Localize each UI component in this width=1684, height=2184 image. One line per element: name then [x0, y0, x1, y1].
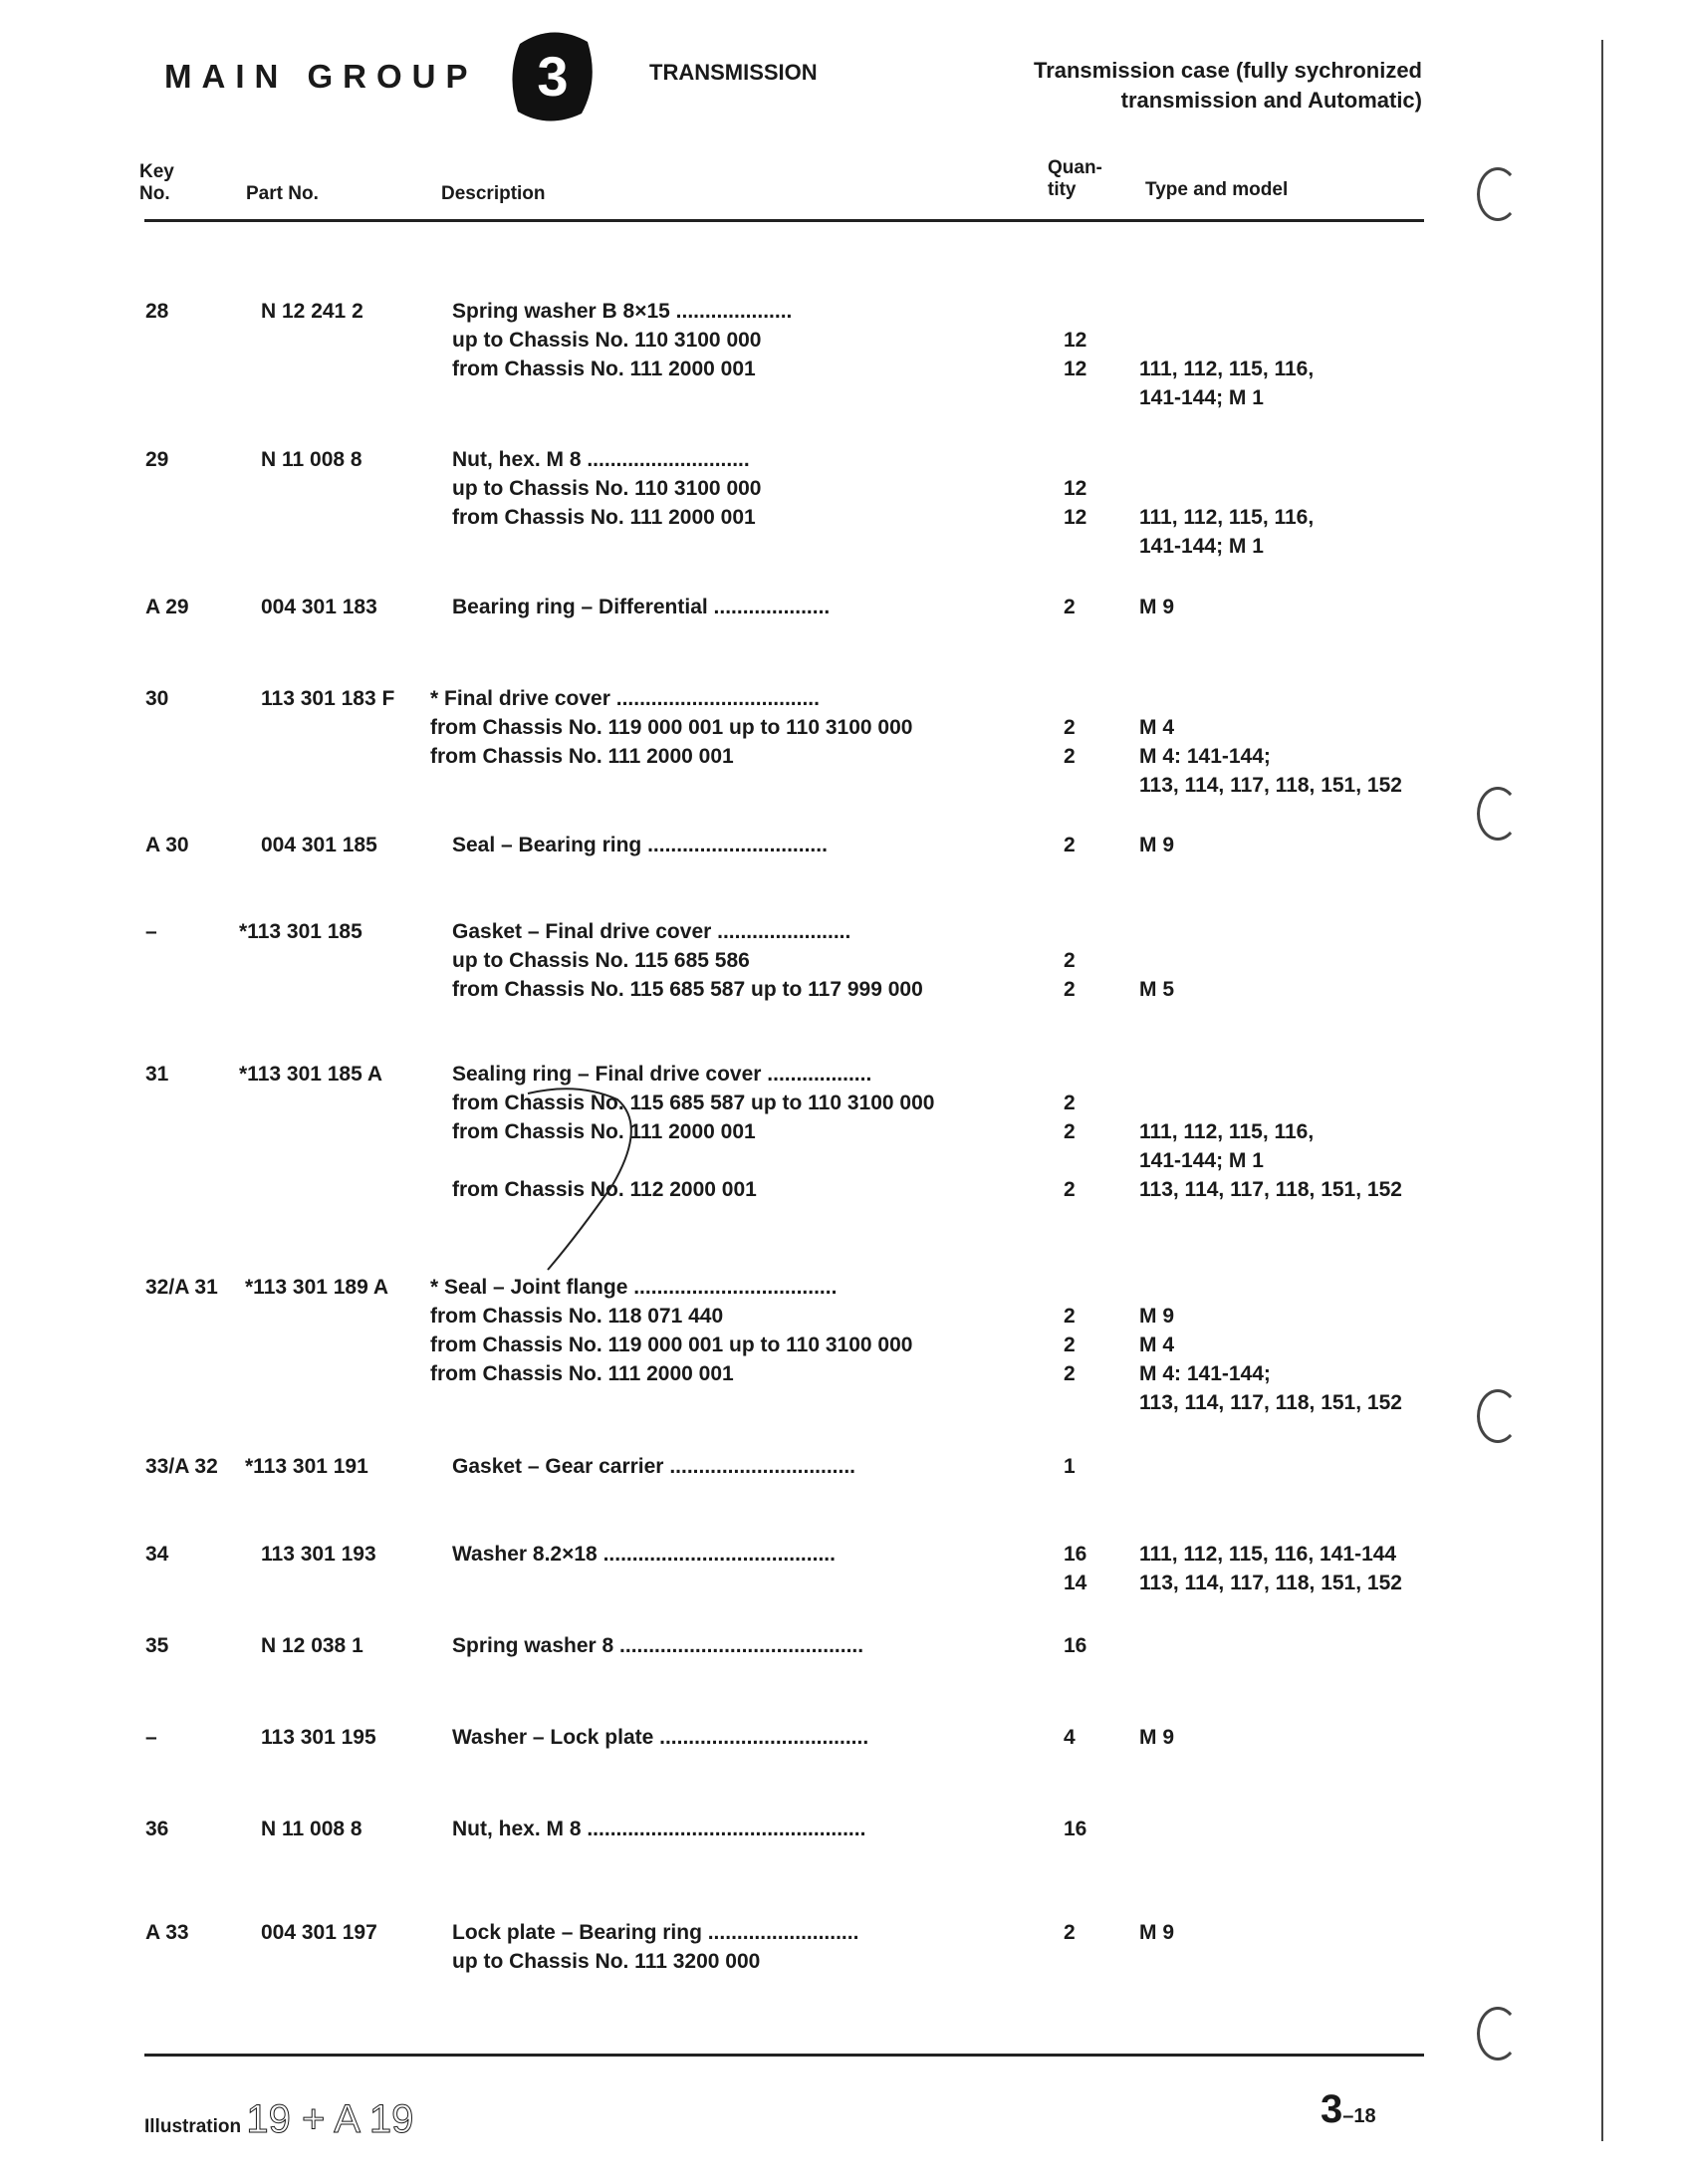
row-key: 35 — [145, 1634, 169, 1657]
row-type-model — [1139, 1060, 1402, 1204]
row-quantity — [1064, 1723, 1076, 1752]
quantity-line: 16 — [1064, 1543, 1087, 1566]
row-type-model — [1139, 1273, 1402, 1417]
description-line: * Final drive cover ................................... — [430, 687, 820, 710]
page-number — [1321, 2087, 1376, 2132]
column-header-key — [139, 161, 174, 205]
quantity-line: 2 — [1064, 834, 1076, 856]
page-number-main: 3 — [1321, 2087, 1343, 2131]
row-key: 32/A 31 — [145, 1276, 218, 1299]
row-type-model — [1139, 1723, 1174, 1752]
row-quantity — [1064, 445, 1086, 532]
binder-hole-mark — [1477, 167, 1519, 221]
row-key: A 33 — [145, 1921, 189, 1944]
quantity-line: 12 — [1064, 477, 1087, 500]
model-line: 113, 114, 117, 118, 151, 152 — [1139, 1391, 1402, 1414]
description-line: Washer – Lock plate .................................... — [452, 1726, 869, 1749]
group-number: 3 — [537, 45, 569, 108]
column-header-key-line1: Key — [139, 161, 174, 182]
row-key: 36 — [145, 1818, 169, 1840]
row-part-number: *113 301 185 A — [239, 1063, 383, 1086]
footer-rule — [144, 2054, 1424, 2057]
row-description — [452, 1540, 836, 1569]
description-line: from Chassis No. 115 685 587 up to 110 3100 000 — [452, 1092, 935, 1114]
row-key: 30 — [145, 687, 169, 710]
row-type-model — [1139, 1540, 1402, 1597]
binder-hole-mark — [1477, 1389, 1519, 1443]
quantity-line: 1 — [1064, 1455, 1076, 1478]
illustration-label: Illustration — [144, 2116, 242, 2137]
quantity-line: 12 — [1064, 506, 1087, 529]
row-description — [452, 1452, 855, 1481]
model-line — [1139, 917, 1174, 946]
model-line: 111, 112, 115, 116, — [1139, 506, 1315, 529]
description-line: from Chassis No. 111 2000 001 — [452, 1120, 756, 1143]
model-line — [1139, 1089, 1402, 1117]
row-quantity — [1064, 1918, 1076, 1947]
row-quantity — [1064, 1060, 1076, 1204]
row-description — [452, 297, 792, 383]
row-part-number: N 11 008 8 — [261, 1818, 362, 1840]
row-description — [452, 593, 830, 621]
description-line: up to Chassis No. 111 3200 000 — [452, 1950, 761, 1973]
quantity-line — [1064, 1060, 1076, 1089]
model-line: 141-144; M 1 — [1139, 535, 1264, 558]
row-key: – — [145, 1726, 157, 1749]
quantity-line: 2 — [1064, 1092, 1076, 1114]
row-quantity — [1064, 1452, 1076, 1481]
description-line: from Chassis No. 112 2000 001 — [452, 1178, 757, 1201]
quantity-line: 16 — [1064, 1818, 1087, 1840]
row-key: – — [145, 920, 157, 943]
quantity-line: 2 — [1064, 745, 1076, 768]
description-line: from Chassis No. 111 2000 001 — [430, 745, 734, 768]
row-quantity — [1064, 1631, 1086, 1660]
description-line: Gasket – Final drive cover ....................... — [452, 920, 851, 943]
quantity-line: 4 — [1064, 1726, 1076, 1749]
page-number-sub: –18 — [1342, 2105, 1376, 2127]
model-line: 141-144; M 1 — [1139, 386, 1264, 409]
quantity-line: 2 — [1064, 1178, 1076, 1201]
description-line: Washer 8.2×18 ........................................ — [452, 1543, 836, 1566]
quantity-line — [1064, 1146, 1076, 1175]
row-description — [452, 1815, 865, 1843]
quantity-line: 2 — [1064, 716, 1076, 739]
description-line: Bearing ring – Differential .................... — [452, 596, 831, 618]
model-line: 113, 114, 117, 118, 151, 152 — [1139, 774, 1402, 797]
model-line: 111, 112, 115, 116, — [1139, 1120, 1315, 1143]
model-line: 113, 114, 117, 118, 151, 152 — [1139, 1178, 1402, 1201]
row-part-number: 113 301 195 — [261, 1726, 376, 1749]
description-line: Seal – Bearing ring ............................... — [452, 834, 828, 856]
quantity-line: 2 — [1064, 596, 1076, 618]
page-edge-line — [1601, 40, 1603, 2141]
description-line: Spring washer B 8×15 .................... — [452, 300, 793, 323]
row-part-number: 004 301 185 — [261, 834, 377, 856]
column-header-part: Part No. — [246, 183, 319, 204]
main-group-label: MAIN GROUP — [164, 58, 478, 95]
row-quantity — [1064, 831, 1076, 859]
row-part-number: N 11 008 8 — [261, 448, 362, 471]
subtitle-line-2: transmission and Automatic) — [1120, 88, 1422, 113]
description-line: Nut, hex. M 8 ................................................ — [452, 1818, 866, 1840]
subtitle-line-1: Transmission case (fully sychronized — [1033, 58, 1422, 83]
row-key: A 29 — [145, 596, 189, 618]
model-line: M 5 — [1139, 978, 1175, 1001]
row-description — [452, 1918, 858, 1976]
model-line: M 9 — [1139, 596, 1175, 618]
description-line: up to Chassis No. 115 685 586 — [452, 949, 750, 972]
row-description — [452, 445, 762, 532]
quantity-line: 2 — [1064, 949, 1076, 972]
row-part-number: N 12 038 1 — [261, 1634, 363, 1657]
row-part-number: 004 301 183 — [261, 596, 377, 618]
quantity-line — [1064, 1273, 1076, 1302]
model-line — [1139, 684, 1402, 713]
model-line: 111, 112, 115, 116, 141-144 — [1139, 1543, 1397, 1566]
row-type-model — [1139, 1918, 1174, 1947]
row-type-model — [1139, 297, 1314, 412]
quantity-line: 12 — [1064, 329, 1087, 352]
quantity-line: 2 — [1064, 1362, 1076, 1385]
header-rule — [144, 219, 1424, 222]
model-line: M 9 — [1139, 834, 1175, 856]
model-line: M 9 — [1139, 1921, 1175, 1944]
group-number-badge — [508, 26, 598, 125]
row-quantity — [1064, 1273, 1076, 1388]
model-line — [1139, 474, 1314, 503]
binder-hole-mark — [1477, 787, 1519, 841]
model-line: M 9 — [1139, 1726, 1175, 1749]
row-quantity — [1064, 297, 1086, 383]
description-line: up to Chassis No. 110 3100 000 — [452, 329, 762, 352]
model-line: M 4: 141-144; — [1139, 1362, 1271, 1385]
section-title: TRANSMISSION — [649, 60, 818, 85]
row-quantity — [1064, 1815, 1086, 1843]
row-key: A 30 — [145, 834, 189, 856]
quantity-line: 12 — [1064, 358, 1087, 380]
row-quantity — [1064, 917, 1076, 1004]
model-line: 113, 114, 117, 118, 151, 152 — [1139, 1572, 1402, 1594]
row-type-model — [1139, 593, 1174, 621]
row-key: 34 — [145, 1543, 169, 1566]
row-description — [430, 1273, 912, 1388]
row-description — [452, 1631, 863, 1660]
row-key: 31 — [145, 1063, 169, 1086]
model-line: M 4 — [1139, 716, 1175, 739]
model-line — [1139, 1060, 1402, 1089]
description-line: from Chassis No. 111 2000 001 — [452, 506, 756, 529]
row-type-model — [1139, 917, 1174, 1004]
handwritten-pen-mark — [518, 1086, 657, 1275]
row-part-number: 113 301 193 — [261, 1543, 376, 1566]
description-line: from Chassis No. 119 000 001 up to 110 3100 000 — [430, 716, 913, 739]
quantity-line: 2 — [1064, 1334, 1076, 1356]
row-key: 33/A 32 — [145, 1455, 218, 1478]
model-line — [1139, 326, 1314, 355]
description-line: Sealing ring – Final drive cover .................. — [452, 1063, 872, 1086]
model-line — [1139, 297, 1314, 326]
description-line: from Chassis No. 119 000 001 up to 110 3100 000 — [430, 1334, 913, 1356]
row-quantity — [1064, 593, 1076, 621]
quantity-line — [1064, 445, 1086, 474]
binder-hole-mark — [1477, 2007, 1519, 2061]
column-header-type-model: Type and model — [1145, 179, 1289, 200]
quantity-line: 2 — [1064, 1120, 1076, 1143]
column-header-quantity-line2: tity — [1048, 179, 1077, 200]
row-key: 28 — [145, 300, 169, 323]
description-line: Nut, hex. M 8 ............................ — [452, 448, 750, 471]
column-header-quantity — [1048, 157, 1102, 201]
row-part-number: *113 301 191 — [245, 1455, 368, 1478]
row-description — [452, 917, 923, 1004]
description-line: Spring washer 8 .......................................... — [452, 1634, 864, 1657]
row-description — [452, 1723, 868, 1752]
row-part-number: *113 301 189 A — [245, 1276, 389, 1299]
column-header-key-line2: No. — [139, 183, 170, 204]
model-line: M 4 — [1139, 1334, 1175, 1356]
model-line: M 9 — [1139, 1305, 1175, 1328]
model-line: 141-144; M 1 — [1139, 1149, 1264, 1172]
quantity-line: 16 — [1064, 1634, 1087, 1657]
row-type-model — [1139, 684, 1402, 800]
model-line — [1139, 445, 1314, 474]
quantity-line — [1064, 684, 1076, 713]
row-part-number: 004 301 197 — [261, 1921, 377, 1944]
row-part-number: *113 301 185 — [239, 920, 362, 943]
illustration-reference — [144, 2097, 413, 2142]
quantity-line: 2 — [1064, 1921, 1076, 1944]
description-line: * Seal – Joint flange ................................... — [430, 1276, 838, 1299]
row-description — [430, 684, 912, 771]
model-line: M 4: 141-144; — [1139, 745, 1271, 768]
description-line: from Chassis No. 111 2000 001 — [430, 1362, 734, 1385]
description-line: Lock plate – Bearing ring .......................... — [452, 1921, 859, 1944]
quantity-line: 2 — [1064, 978, 1076, 1001]
row-quantity — [1064, 1540, 1086, 1597]
description-line: from Chassis No. 111 2000 001 — [452, 358, 756, 380]
row-type-model — [1139, 445, 1314, 561]
description-line: from Chassis No. 115 685 587 up to 117 999 000 — [452, 978, 923, 1001]
row-key: 29 — [145, 448, 169, 471]
description-line: from Chassis No. 118 071 440 — [430, 1305, 724, 1328]
model-line: 111, 112, 115, 116, — [1139, 358, 1315, 380]
model-line — [1139, 1273, 1402, 1302]
quantity-line: 2 — [1064, 1305, 1076, 1328]
quantity-line: 14 — [1064, 1572, 1087, 1594]
row-quantity — [1064, 684, 1076, 771]
description-line: Gasket – Gear carrier ................................ — [452, 1455, 856, 1478]
row-type-model — [1139, 831, 1174, 859]
description-line: up to Chassis No. 110 3100 000 — [452, 477, 762, 500]
quantity-line — [1064, 917, 1076, 946]
row-description — [452, 831, 828, 859]
illustration-number: 19 + A 19 — [246, 2097, 414, 2141]
quantity-line — [1064, 297, 1086, 326]
column-header-quantity-line1: Quan- — [1048, 157, 1102, 178]
row-part-number: 113 301 183 F — [261, 687, 395, 710]
row-part-number: N 12 241 2 — [261, 300, 363, 323]
column-header-description: Description — [441, 183, 546, 204]
section-subtitle — [896, 56, 1422, 116]
model-line — [1139, 946, 1174, 975]
